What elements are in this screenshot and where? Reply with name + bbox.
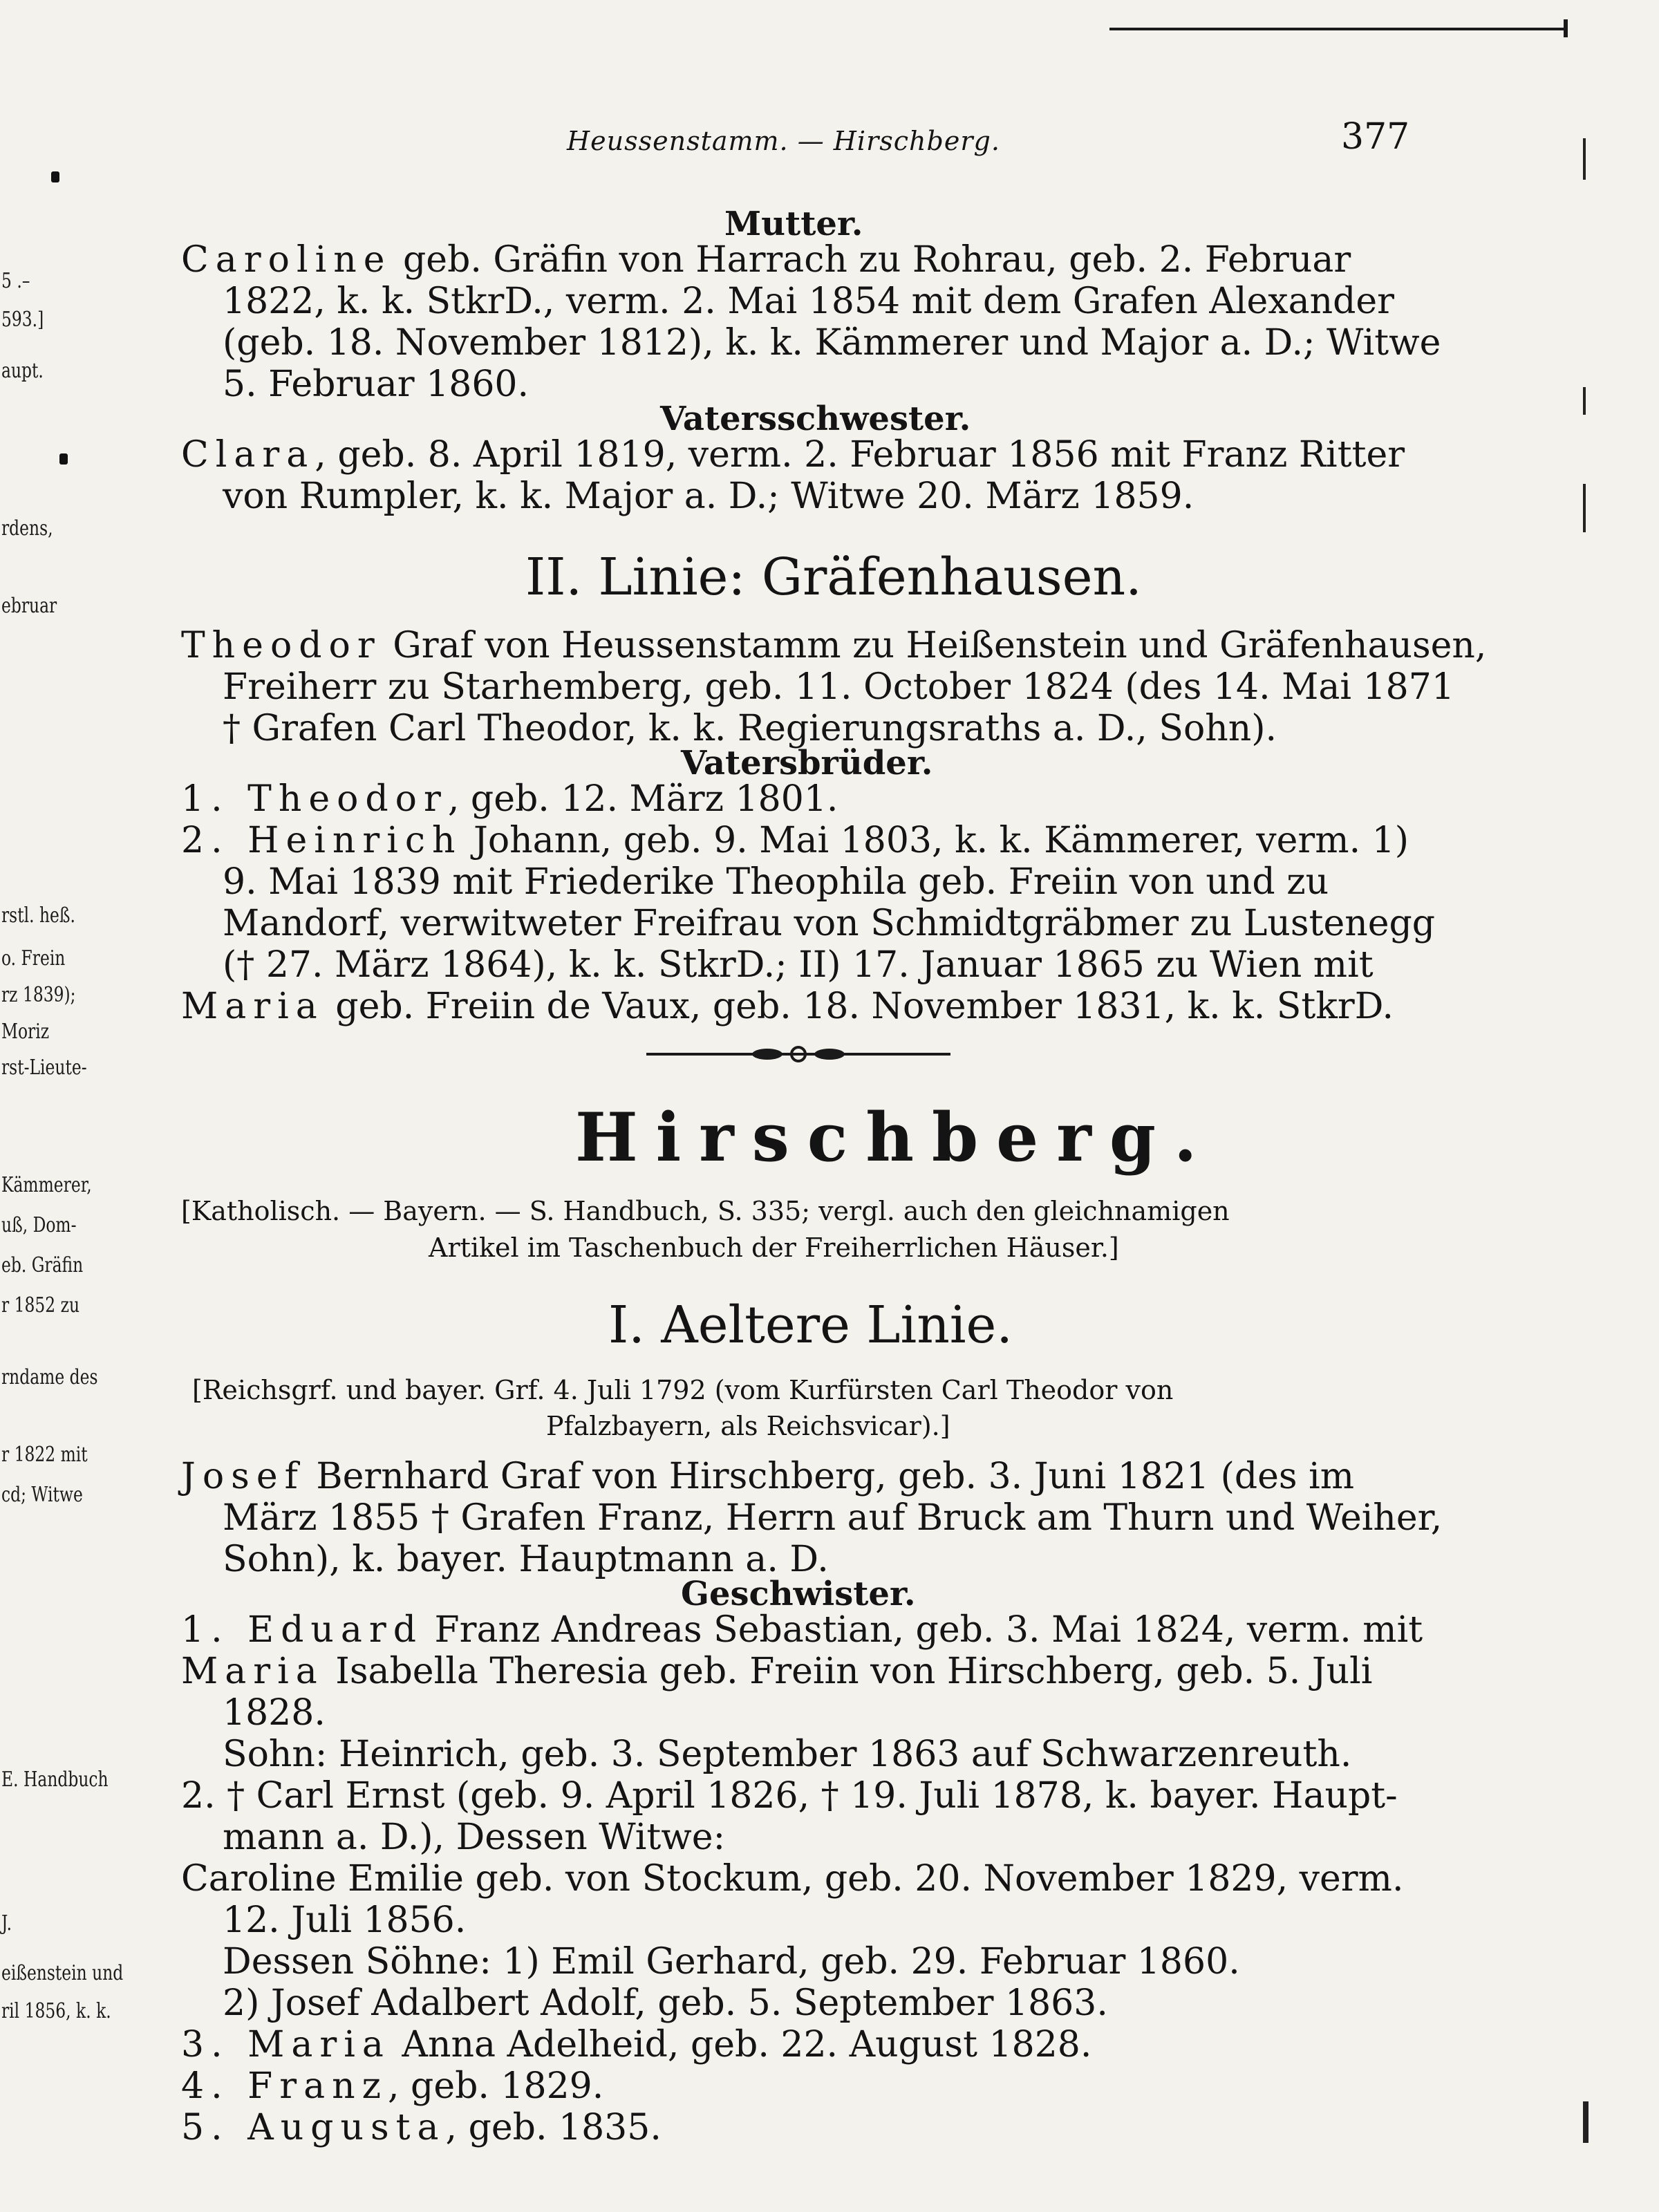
note-line: [Katholisch. — Bayern. — S. Handbuch, S. 335; vergl. auch den gleichnamigen <box>181 1196 1230 1226</box>
line-text: 1828. <box>223 1692 326 1734</box>
line-text: (geb. 18. November 1812), k. k. Kämmerer und Major a. D.; Witwe <box>223 322 1441 364</box>
text-line <box>223 1734 1352 1775</box>
ornament-divider <box>646 1044 950 1065</box>
name-lead: Theodor <box>181 625 382 666</box>
text-line <box>223 1941 1240 1983</box>
name-lead: Josef <box>181 1456 305 1497</box>
margin-fragment: 593.] <box>1 308 44 332</box>
margin-mark <box>1583 138 1586 180</box>
margin-fragment: rdens, <box>1 516 53 541</box>
name-lead: 5. Augusta <box>181 2107 446 2148</box>
margin-fragment: 5 .– <box>1 269 30 293</box>
top-rule <box>1109 28 1566 30</box>
margin-fragment: E. Handbuch <box>1 1768 109 1792</box>
text-line <box>223 903 1436 944</box>
ink-dot <box>51 171 59 182</box>
name-lead: Caroline <box>181 239 392 281</box>
name-lead: 1. Theodor <box>181 778 448 820</box>
text-line <box>181 1858 1404 1900</box>
line-text: von Rumpler, k. k. Major a. D.; Witwe 20. März 1859. <box>223 476 1194 517</box>
text-line <box>181 1775 1398 1817</box>
text-line <box>181 1456 1355 1497</box>
margin-fragment: rst-Lieute- <box>1 1056 87 1080</box>
margin-fragment: cd; Witwe <box>1 1483 83 1507</box>
page-number: 377 <box>1341 116 1410 158</box>
ink-dot <box>59 453 68 465</box>
line-text: Isabella Theresia geb. Freiin von Hirschberg, geb. 5. Juli <box>324 1651 1373 1692</box>
text-line <box>181 434 1405 476</box>
margin-fragment: J. <box>1 1911 12 1936</box>
line-text: 5. Februar 1860. <box>223 364 529 405</box>
line-text: Freiherr zu Starhemberg, geb. 11. October 1824 (des 14. Mai 1871 <box>223 666 1454 708</box>
line-text: Dessen Söhne: 1) Emil Gerhard, geb. 29. Februar 1860. <box>223 1941 1240 1983</box>
text-line <box>223 1692 326 1734</box>
line-text: Graf von Heussenstamm zu Heißenstein und Gräfenhausen, <box>381 625 1487 666</box>
margin-fragment: uß, Dom- <box>1 1213 77 1237</box>
running-head: Heussenstamm. — Hirschberg. <box>567 126 1000 156</box>
text-line <box>223 1900 467 1941</box>
text-line <box>223 322 1441 364</box>
line-text: Anna Adelheid, geb. 22. August 1828. <box>390 2024 1092 2065</box>
note-line: [Reichsgrf. und bayer. Grf. 4. Juli 1792 (vom Kurfürsten Carl Theodor von <box>192 1375 1174 1405</box>
section-heading: Vatersschwester. <box>660 400 971 438</box>
text-line <box>181 1609 1423 1651</box>
margin-fragment: Kämmerer, <box>1 1173 92 1197</box>
top-rule-end <box>1564 19 1568 37</box>
left-margin-bleed <box>0 0 124 2212</box>
text-line <box>223 666 1454 708</box>
margin-mark <box>1583 387 1586 415</box>
line-text: , geb. 1835. <box>445 2107 662 2148</box>
line-text: Franz Andreas Sebastian, geb. 3. Mai 1824, verm. mit <box>423 1609 1423 1651</box>
line-text: geb. Gräfin von Harrach zu Rohrau, geb. 2. Februar <box>391 239 1351 281</box>
line-text: 1822, k. k. StkrD., verm. 2. Mai 1854 mit dem Grafen Alexander <box>223 281 1395 322</box>
text-line <box>223 1817 726 1858</box>
name-lead: 4. Franz <box>181 2065 388 2107</box>
line-text: † Grafen Carl Theodor, k. k. Regierungsraths a. D., Sohn). <box>223 708 1277 749</box>
line-text: 12. Juli 1856. <box>223 1900 467 1941</box>
name-lead: Maria <box>181 986 324 1027</box>
name-lead: 3. Maria <box>181 2024 391 2065</box>
name-lead: Clara <box>181 434 315 476</box>
note-line: Artikel im Taschenbuch der Freiherrlichen Häuser.] <box>429 1232 1119 1263</box>
text-line <box>223 476 1194 517</box>
margin-fragment: o. Frein <box>1 946 66 971</box>
text-line <box>181 239 1351 281</box>
note-line: Pfalzbayern, als Reichsvicar).] <box>546 1411 950 1441</box>
text-line <box>181 625 1487 666</box>
text-line <box>223 364 529 405</box>
line-text: , geb. 8. April 1819, verm. 2. Februar 1856 mit Franz Ritter <box>315 434 1405 476</box>
text-line <box>223 1497 1443 1539</box>
text-line <box>223 861 1329 903</box>
line-text: geb. Freiin de Vaux, geb. 18. November 1831, k. k. StkrD. <box>324 986 1394 1027</box>
margin-fragment: eb. Gräfin <box>1 1253 84 1277</box>
text-line <box>181 778 838 820</box>
section-title: II. Linie: Gräfenhausen. <box>525 547 1142 607</box>
line-text: Carl Ernst (geb. 9. April 1826, † 19. Juli 1878, k. bayer. Haupt- <box>245 1775 1398 1817</box>
margin-fragment: ril 1856, k. k. <box>1 1999 111 2023</box>
text-line <box>181 2024 1092 2065</box>
line-text: März 1855 † Grafen Franz, Herrn auf Bruck am Thurn und Weiher, <box>223 1497 1443 1539</box>
line-text: Mandorf, verwitweter Freifrau von Schmidtgräbmer zu Lustenegg <box>223 903 1436 944</box>
line-text: Johann, geb. 9. Mai 1803, k. k. Kämmerer, verm. 1) <box>462 820 1409 861</box>
section-title: I. Aeltere Linie. <box>608 1295 1013 1355</box>
section-heading: Vatersbrüder. <box>681 744 933 782</box>
line-text: , geb. 1829. <box>387 2065 604 2107</box>
text-line <box>223 944 1374 986</box>
margin-fragment: r 1822 mit <box>1 1443 88 1467</box>
section-heading: Geschwister. <box>681 1575 916 1613</box>
margin-fragment: Moriz <box>1 1020 50 1044</box>
line-text: Sohn), k. bayer. Hauptmann a. D. <box>223 1539 829 1580</box>
text-line <box>223 708 1277 749</box>
family-title: Hirschberg. <box>575 1098 1215 1177</box>
margin-mark <box>1583 484 1586 532</box>
line-text: , geb. 12. März 1801. <box>447 778 838 820</box>
name-lead: Maria <box>181 1651 324 1692</box>
line-text: († 27. März 1864), k. k. StkrD.; II) 17. Januar 1865 zu Wien mit <box>223 944 1374 986</box>
line-text: Bernhard Graf von Hirschberg, geb. 3. Juni 1821 (des im <box>304 1456 1355 1497</box>
margin-fragment: rstl. heß. <box>1 903 75 928</box>
section-heading: Mutter. <box>724 205 863 243</box>
margin-mark <box>1583 2101 1588 2143</box>
line-text: Caroline Emilie geb. von Stockum, geb. 20. November 1829, verm. <box>181 1858 1404 1900</box>
text-line <box>181 1651 1373 1692</box>
line-text: mann a. D.), Dessen Witwe: <box>223 1817 726 1858</box>
line-text: Sohn: Heinrich, geb. 3. September 1863 auf Schwarzenreuth. <box>223 1734 1352 1775</box>
margin-fragment: r 1852 zu <box>1 1293 80 1318</box>
text-line <box>181 2065 604 2107</box>
text-line <box>181 986 1394 1027</box>
line-text: 9. Mai 1839 mit Friederike Theophila geb. Freiin von und zu <box>223 861 1329 903</box>
name-lead: 2. Heinrich <box>181 820 462 861</box>
margin-fragment: rndame des <box>1 1365 98 1389</box>
margin-fragment: rz 1839); <box>1 983 76 1007</box>
text-line <box>181 820 1409 861</box>
margin-fragment: eißenstein und <box>1 1961 124 1985</box>
name-lead: 1. Eduard <box>181 1609 424 1651</box>
text-line <box>181 2107 662 2148</box>
margin-fragment: ebruar <box>1 594 57 618</box>
text-line <box>223 281 1395 322</box>
line-text: 2) Josef Adalbert Adolf, geb. 5. September 1863. <box>223 1983 1108 2024</box>
text-line <box>223 1539 829 1580</box>
margin-fragment: aupt. <box>1 359 44 383</box>
text-line <box>223 1983 1108 2024</box>
name-lead: 2. † <box>181 1775 245 1817</box>
